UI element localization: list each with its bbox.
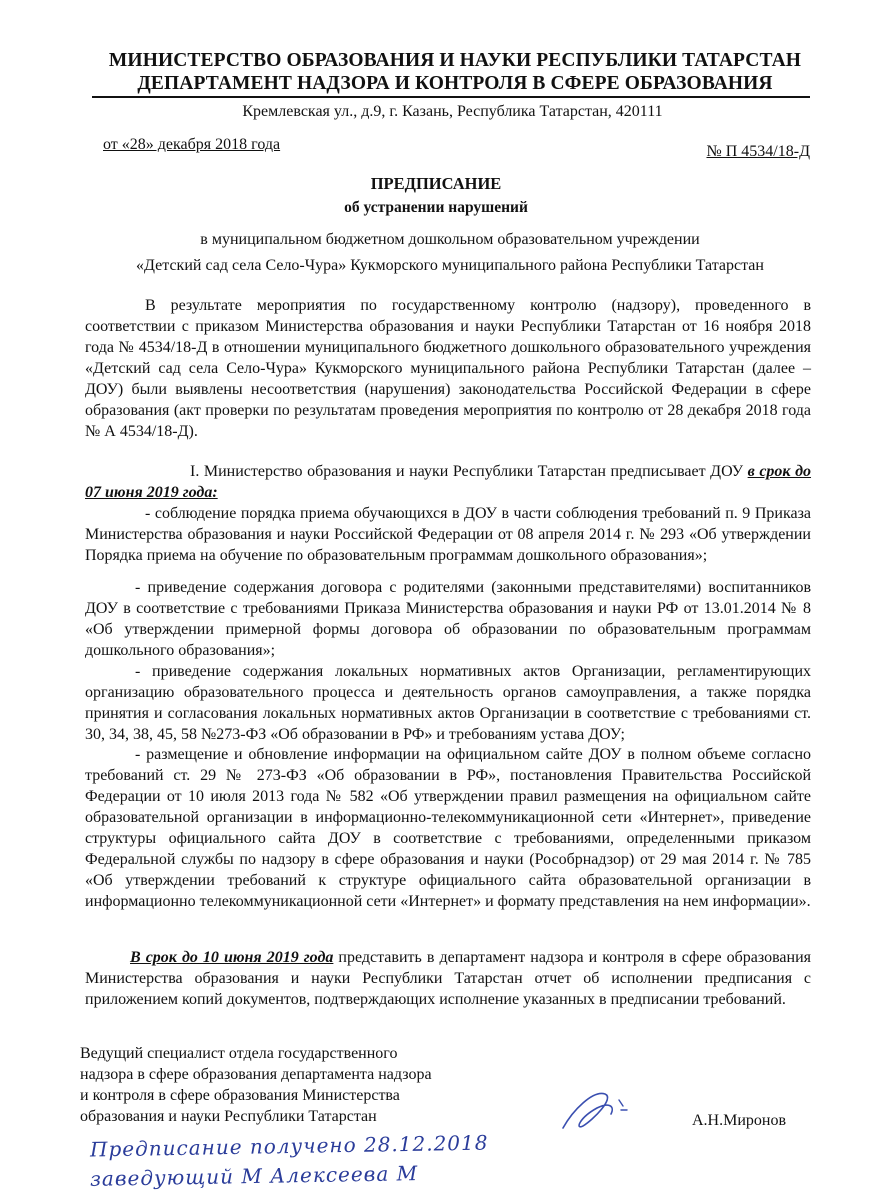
department-name: ДЕПАРТАМЕНТ НАДЗОРА И КОНТРОЛЯ В СФЕРЕ ОБРАЗОВАНИЯ [137, 73, 773, 94]
intro-paragraph: В результате мероприятия по государственному контролю (надзору), проведенного в соответствии с приказом Министерства образования и науки Республики Татарстан от 16 ноября 2018 года № 4534/18-Д в отношении муниципального бюджетного дошкольного образовательного учреждения «Детский сад села Село-Чура» Кукморского муниципального района Республики Татарстан (далее – ДОУ) были выявлены несоответствия (нарушения) законодательства Российской Федерации в сфере образования (акт проверки по результатам проведения мероприятия по контролю от 28 декабря 2018 года № А 4534/18-Д). [85, 297, 811, 440]
requirement-item: - соблюдение порядка приема обучающихся в ДОУ в части соблюдения требований п. 9 Приказа Министерства образования и науки Российской Федерации от 08 апреля 2014 г. № 293 «Об утверждении Порядка приема на обучение по образовательным программам дошкольного образования»; [85, 505, 811, 564]
signatory-position-line: образования и науки Республики Татарстан [80, 1108, 377, 1125]
report-text: представить в департамент надзора и контроля в сфере образования Министерства образования и науки Республики Татарстан отчет об исполнении предписания с приложением копий документов, подтверждающих исполнение указанных в предписании требований. [85, 949, 812, 1008]
order-text: I. Министерство образования и науки Республики Татарстан предписывает ДОУ [190, 463, 748, 480]
document-subtitle: об устранении нарушений [344, 199, 528, 216]
institution-line-2: «Детский сад села Село-Чура» Кукморского муниципального района Республики Татарстан [136, 257, 764, 274]
signatory-position-line: Ведущий специалист отдела государственного [80, 1045, 398, 1062]
order-deadline: в срок до 07 июня 2019 года: [85, 463, 812, 501]
ministry-name: МИНИСТЕРСТВО ОБРАЗОВАНИЯ И НАУКИ РЕСПУБЛИКИ ТАТАРСТАН [108, 50, 802, 71]
document-number: № П 4534/18-Д [706, 143, 810, 160]
signatory-position-line: надзора в сфере образования департамента надзора [80, 1066, 432, 1083]
signatory-position-line: и контроля в сфере образования Министерства [80, 1087, 400, 1104]
handwritten-received-note: Предписание получено 28.12.2018 [89, 1130, 489, 1162]
order-paragraph [85, 461, 811, 503]
report-paragraph [85, 947, 811, 1010]
document-title: ПРЕДПИСАНИЕ [370, 174, 502, 193]
address: Кремлевская ул., д.9, г. Казань, Республика Татарстан, 420111 [242, 103, 663, 120]
signature-mark [553, 1080, 643, 1140]
institution-line-1: в муниципальном бюджетном дошкольном образовательном учреждении [200, 231, 700, 248]
requirement-item: - приведение содержания договора с родителями (законными представителями) воспитанников ДОУ в соответствие с требованиями Приказа Министерства образования и науки РФ от 13.01.2014 № 8 «Об утверждении примерной формы договора об образовании по образовательным программам дошкольного образования»; [85, 579, 811, 659]
handwritten-head-note: заведующий М Алексеева М [89, 1161, 419, 1191]
header-divider [92, 96, 810, 98]
signer-name: А.Н.Миронов [692, 1112, 787, 1129]
requirement-item: - размещение и обновление информации на официальном сайте ДОУ в полном объеме согласно требований ст. 29 № 273-ФЗ «Об образовании в РФ», постановления Правительства Российской Федерации от 10 июля 2013 года № 582 «Об утверждении правил размещения на официальном сайте образовательной организации в информационно-телекоммуникационной сети «Интернет», приведение структуры официального сайта ДОУ в соответствие с требованиями, определенными приказом Федеральной службы по надзору в сфере образования и науки (Рособрнадзор) от 29 мая 2014 г. № 785 «Об утверждении требований к структуре официального сайта образовательной организации в информационно телекоммуникационной сети «Интернет» и формату представления на нем информации». [85, 746, 811, 910]
report-deadline: В срок до 10 июня 2019 года [130, 949, 334, 966]
requirement-item: - приведение содержания локальных нормативных актов Организации, регламентирующих организацию образовательного процесса и деятельность органов самоуправления, а также порядка принятия и согласования локальных нормативных актов Организации в соответствие с требованиями ст. 30, 34, 38, 45, 58 №273-ФЗ «Об образовании в РФ» и требованиям устава ДОУ; [85, 663, 811, 743]
document-date: от «28» декабря 2018 года [103, 136, 281, 153]
